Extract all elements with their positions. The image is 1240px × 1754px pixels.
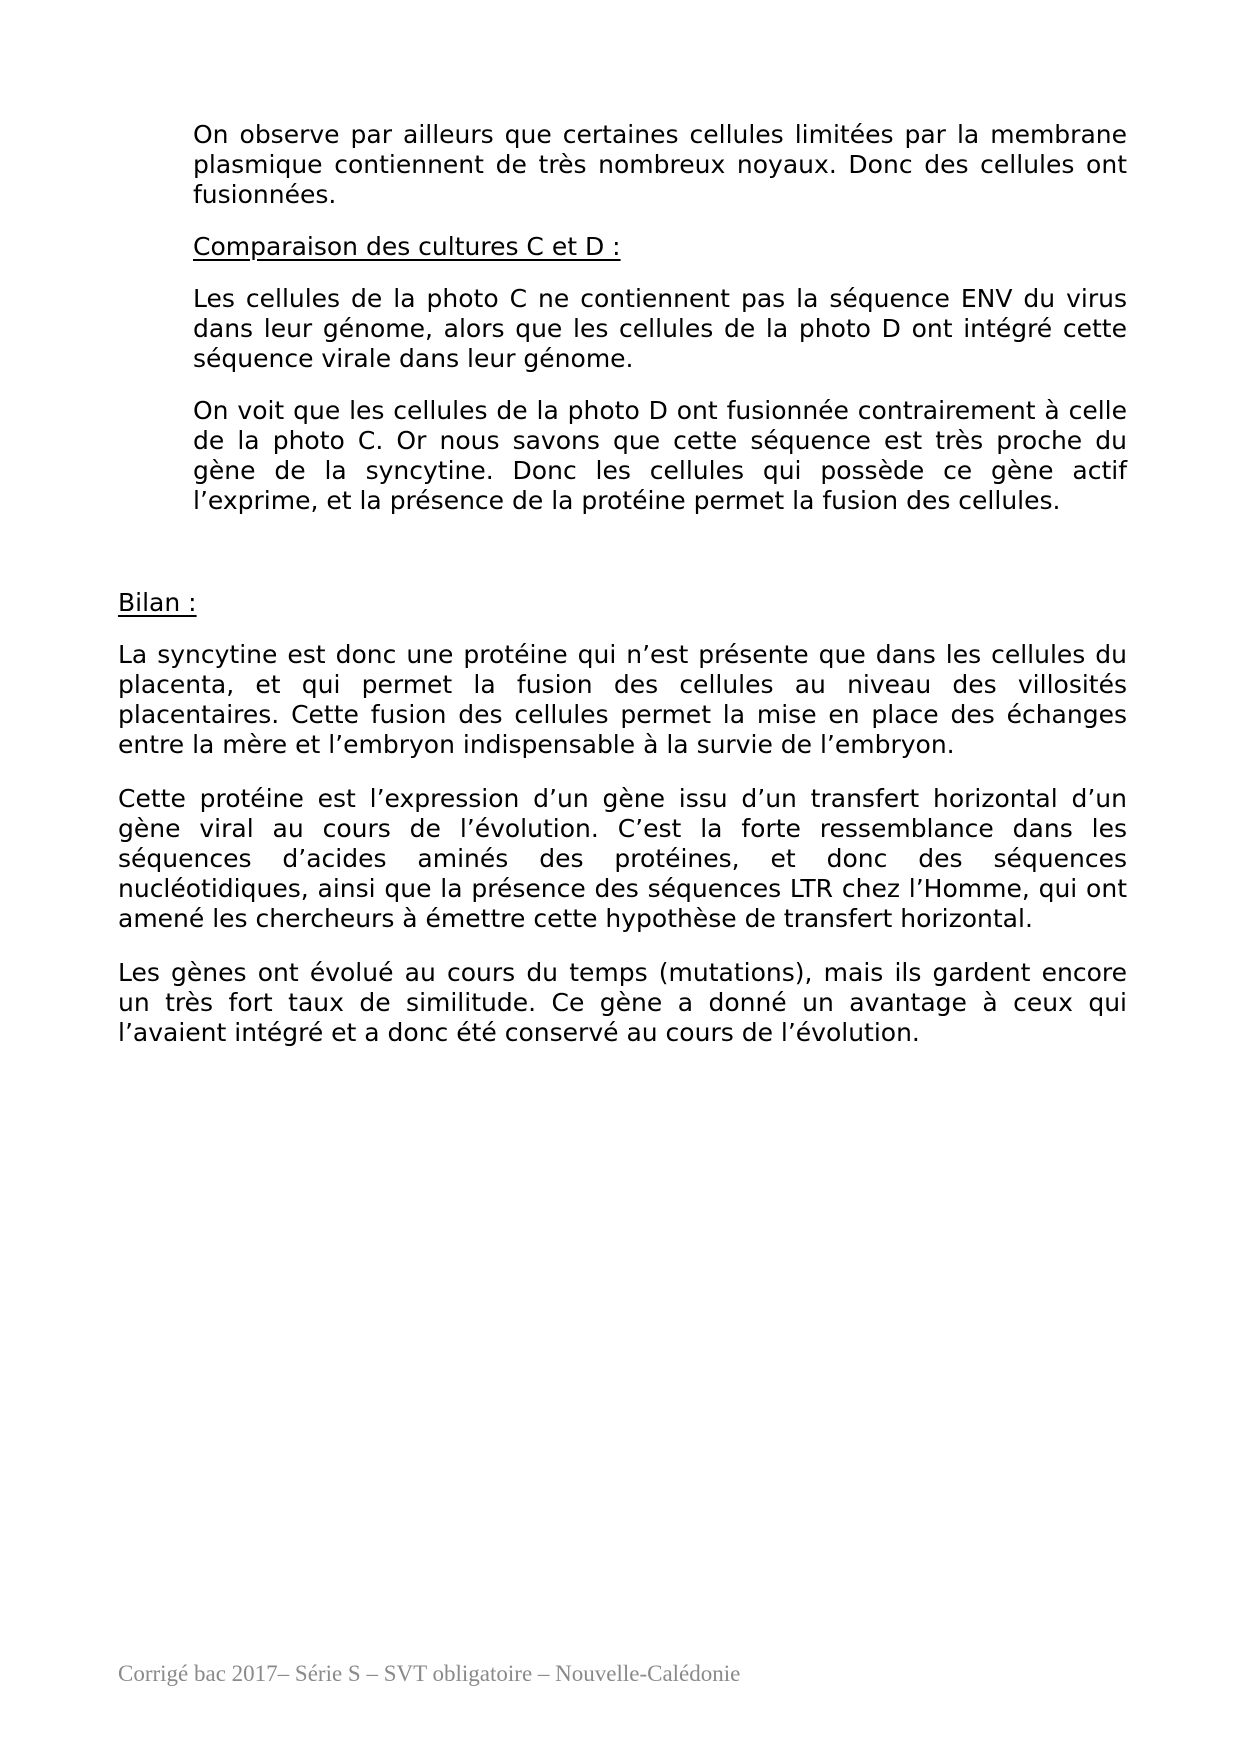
paragraph-bilan-2: Cette protéine est l’expression d’un gène issu d’un transfert horizontal d’un gène viral au cours de l’évolution. C’est la forte ressemblance dans les séquences d’acides aminés des protéines, et donc des séquences nucléotidiques, ainsi que la présence des séquences LTR chez l’Homme, qui ont amené les chercheurs à émettre cette hypothèse de transfert horizontal. [118,784,1127,933]
paragraph-bilan-3: Les gènes ont évolué au cours du temps (mutations), mais ils gardent encore un très fort taux de similitude. Ce gène a donné un avantage à ceux qui l’avaient intégré et a donc été conservé au cours de l’évolution. [118,958,1127,1047]
paragraph-observation: On observe par ailleurs que certaines cellules limitées par la membrane plasmique contiennent de très nombreux noyaux. Donc des cellules ont fusionnées. [193,120,1127,209]
heading-comparison: Comparaison des cultures C et D : [193,232,621,261]
heading-bilan: Bilan : [118,588,197,617]
paragraph-comparison-2: On voit que les cellules de la photo D ont fusionnée contrairement à celle de la photo C. Or nous savons que cette séquence est très proche du gène de la syncytine. Donc les cellules qui possède ce gène actif l’exprime, et la présence de la protéine permet la fusion des cellules. [193,396,1127,515]
paragraph-bilan-1: La syncytine est donc une protéine qui n’est présente que dans les cellules du placenta, et qui permet la fusion des cellules au niveau des villosités placentaires. Cette fusion des cellules permet la mise en place des échanges entre la mère et l’embryon indispensable à la survie de l’embryon. [118,640,1127,759]
page-footer: Corrigé bac 2017– Série S – SVT obligatoire – Nouvelle-Calédonie [118,1661,741,1686]
paragraph-comparison-1: Les cellules de la photo C ne contiennent pas la séquence ENV du virus dans leur génome, alors que les cellules de la photo D ont intégré cette séquence virale dans leur génome. [193,284,1127,373]
